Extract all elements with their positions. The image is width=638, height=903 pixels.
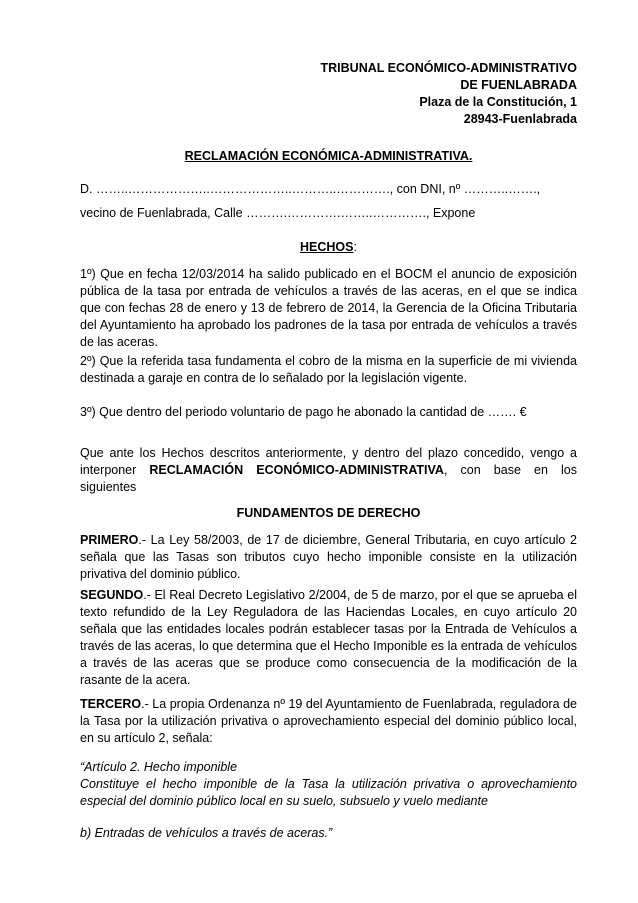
address-line-2: DE FUENLABRADA [460, 78, 577, 92]
recipient-address [277, 60, 577, 128]
conclusion-pre: Que ante los Hechos descritos anteriormente, y dentro del plazo concedido, vengo a interponer [80, 446, 577, 477]
tercero-text: .- La propia Ordenanza nº 19 del Ayuntamiento de Fuenlabrada, reguladora de la Tasa por la utilización privativa o aprovechamiento especial del dominio público local, en su artículo 2, señala: [80, 697, 577, 745]
hecho-1: 1º) Que en fecha 12/03/2014 ha salido publicado en el BOCM el anuncio de exposición pública de la tasa por entrada de vehículos a través de las aceras, en el que se indica que con fechas 28 de enero y 13 de febrero de 2014, la Gerencia de la Oficina Tributaria del Ayuntamiento ha aprobado los padrones de la tasa por entrada de vehículos a través de las aceras. [80, 267, 577, 349]
address-line-3: Plaza de la Constitución, 1 [419, 95, 577, 109]
segundo-text: .- El Real Decreto Legislativo 2/2004, de 5 de marzo, por el que se aprueba el texto refundido de la Ley Reguladora de las Haciendas Locales, en cuyo artículo 20 señala que las entidades locales podrán establecer tasas por la Entrada de Vehículos a través de las aceras, lo que determina que el Hecho Imponible es la entrada de vehículos a través de las aceras que se produce como consecuencia de la modificación de la rasante de la acera. [80, 588, 577, 687]
quote-item: b) Entradas de vehículos a través de aceras.” [80, 826, 333, 840]
quote-line-3 [80, 825, 577, 842]
segundo-label: SEGUNDO [80, 588, 144, 602]
hechos-heading [80, 239, 577, 256]
hechos-title: HECHOS [300, 240, 354, 254]
fundamentos-heading [80, 505, 577, 522]
address-line-4: 28943-Fuenlabrada [463, 112, 577, 126]
conclusion-paragraph [80, 445, 577, 496]
document-title-text: RECLAMACIÓN ECONÓMICA-ADMINISTRATIVA. [184, 149, 473, 163]
address-line-1: TRIBUNAL ECONÓMICO-ADMINISTRATIVO [320, 61, 577, 75]
intro-line-1: D. ……..………………..………………..………..…………., con DNI, nº ………..……., [80, 182, 541, 196]
quote-heading: “Artículo 2. Hecho imponible [80, 760, 238, 774]
tercero-label: TERCERO [80, 697, 142, 711]
hecho-3: 3º) Que dentro del periodo voluntario de pago he abonado la cantidad de ……. € [80, 405, 527, 419]
document-title [80, 148, 577, 165]
conclusion-bold: RECLAMACIÓN ECONÓMICO-ADMINISTRATIVA [149, 463, 444, 477]
primero-text: .- La Ley 58/2003, de 17 de diciembre, General Tributaria, en cuyo artículo 2 señala que las Tasas son tributos cuyo hecho imponible consiste en la utilización privativa del dominio público. [80, 533, 577, 581]
segundo-paragraph [80, 587, 577, 689]
intro-line-2: vecino de Fuenlabrada, Calle ……….………….……..…………., Expone [80, 206, 476, 220]
quote-body: Constituye el hecho imponible de la Tasa la utilización privativa o aprovechamiento especial del dominio público local en su suelo, subsuelo y vuelo mediante [80, 777, 577, 808]
conclusion-post: , con base en los siguientes [80, 463, 577, 494]
tercero-paragraph [80, 696, 577, 747]
quote-line-2 [80, 776, 577, 810]
fundamentos-title: FUNDAMENTOS DE DERECHO [236, 506, 421, 520]
primero-paragraph [80, 532, 577, 583]
hecho-2: 2º) Que la referida tasa fundamenta el cobro de la misma en la superficie de mi vivienda destinada a garaje en contra de lo señalado por la legislación vigente. [80, 354, 577, 385]
hechos-colon: : [353, 240, 357, 254]
quote-line-1 [80, 759, 577, 776]
primero-label: PRIMERO [80, 533, 139, 547]
